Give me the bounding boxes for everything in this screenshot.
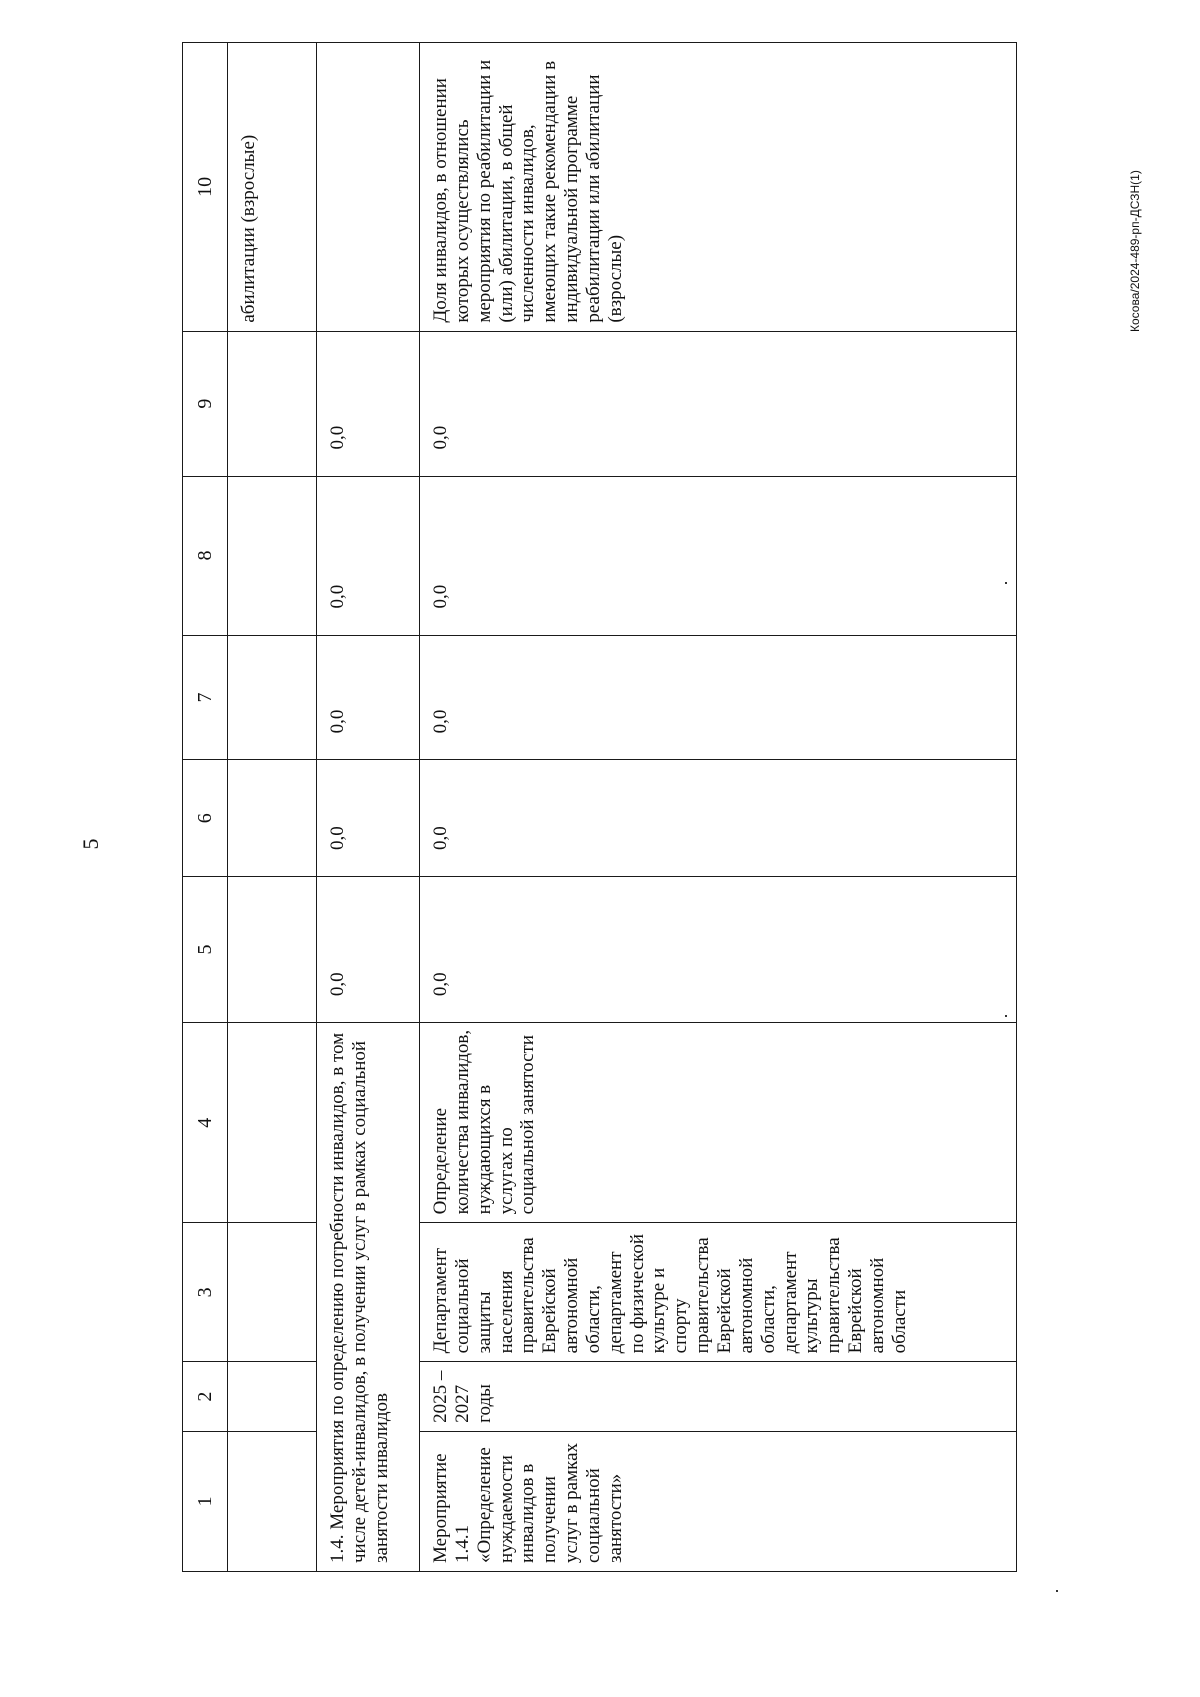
- cell-empty: [228, 1362, 317, 1432]
- section-value-col9: 0,0: [317, 331, 420, 476]
- measure-result: Определение количества инвалидов, нуждающихся в услугах по социальной занятости: [420, 1023, 1017, 1223]
- header-cell-8: 8: [183, 476, 228, 635]
- header-cell-1: 1: [183, 1431, 228, 1571]
- measure-value-col9: 0,0: [420, 331, 1017, 476]
- cell-empty: [228, 1223, 317, 1362]
- measure-executors: Департамент социальной защиты населения правительства Еврейской автономной области, департамент по физической культуре и спорту правительства Еврейской автономной области, департамент культуры правительства Еврейской автономной области: [420, 1223, 1017, 1362]
- page-number: 5: [78, 838, 103, 850]
- section-indicator: [317, 43, 420, 332]
- header-cell-6: 6: [183, 760, 228, 877]
- measure-indicator: Доля инвалидов, в отношении которых осуществлялись мероприятия по реабилитации и (или) абилитации, в общей численности инвалидов, имеющих такие рекомендации в индивидуальной программе реабилитации или абилитации (взрослые): [420, 43, 1017, 332]
- measure-value-col5: 0,0: [420, 877, 1017, 1023]
- document-reference: Косова/2024-489-рп-ДСЗН(1): [1128, 170, 1142, 332]
- section-value-col7: 0,0: [317, 635, 420, 760]
- section-value-col6: 0,0: [317, 760, 420, 877]
- measure-period: 2025 – 2027 годы: [420, 1362, 1017, 1432]
- header-cell-3: 3: [183, 1223, 228, 1362]
- measures-table: [182, 42, 1017, 1572]
- header-cell-9: 9: [183, 331, 228, 476]
- measure-name: Мероприятие 1.4.1 «Определение нуждаемости инвалидов в получении услуг в рамках социальной занятости»: [420, 1431, 1017, 1571]
- cell-empty: [228, 1431, 317, 1571]
- cell-empty: [228, 760, 317, 877]
- header-cell-7: 7: [183, 635, 228, 760]
- cell-empty: [228, 331, 317, 476]
- section-title: 1.4. Мероприятия по определению потребности инвалидов, в том числе детей-инвалидов, в получении услуг в рамках социальной занятости инвалидов: [317, 1023, 420, 1572]
- measure-row: [420, 43, 1017, 1572]
- measure-value-col6: 0,0: [420, 760, 1017, 877]
- header-cell-5: 5: [183, 877, 228, 1023]
- scan-speck: [1056, 1590, 1058, 1592]
- continuation-row: [228, 43, 317, 1572]
- header-cell-4: 4: [183, 1023, 228, 1223]
- cell-empty: [228, 877, 317, 1023]
- section-value-col8: 0,0: [317, 476, 420, 635]
- header-row: [183, 43, 228, 1572]
- section-row: [317, 43, 420, 1572]
- cell-empty: [228, 1023, 317, 1223]
- section-value-col5: 0,0: [317, 877, 420, 1023]
- measure-value-col7: 0,0: [420, 635, 1017, 760]
- indicator-continuation: абилитации (взрослые): [228, 43, 317, 332]
- measure-value-col8: 0,0: [420, 476, 1017, 635]
- header-cell-10: 10: [183, 43, 228, 332]
- header-cell-2: 2: [183, 1362, 228, 1432]
- cell-empty: [228, 635, 317, 760]
- cell-empty: [228, 476, 317, 635]
